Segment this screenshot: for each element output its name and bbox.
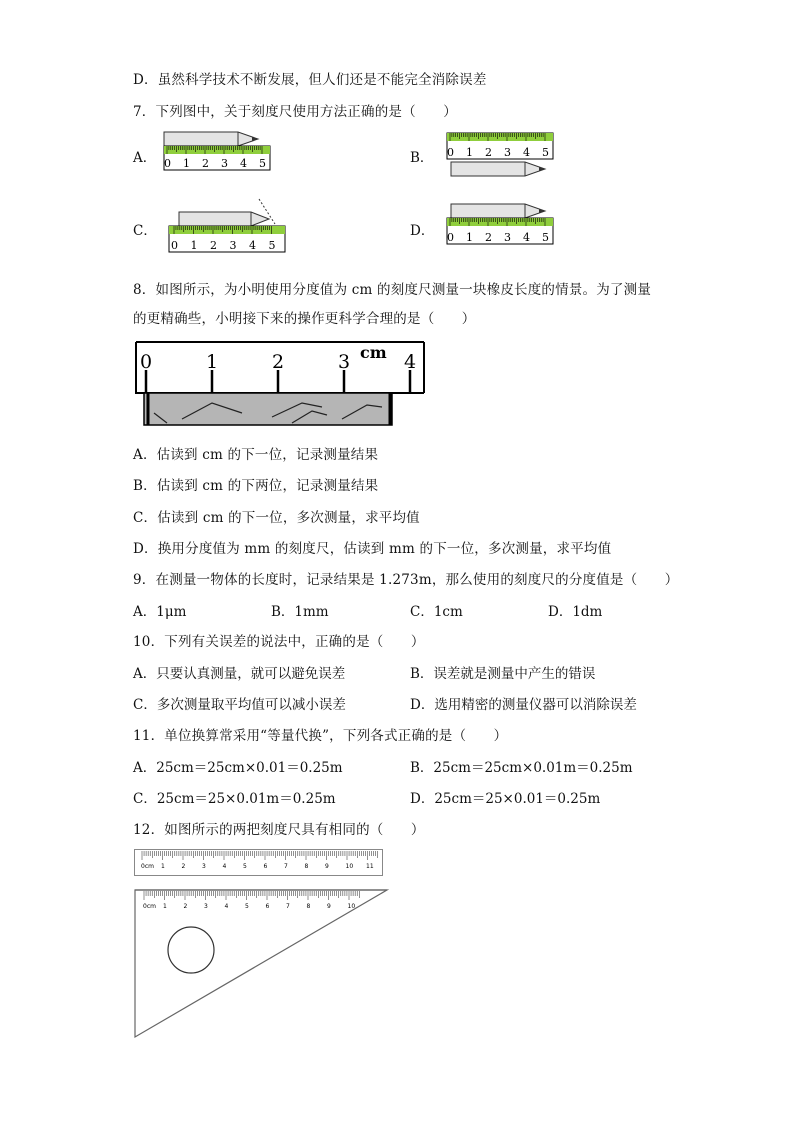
q11-option-d: D．25cm＝25×0.01＝0.25m bbox=[410, 791, 601, 807]
ruler-number: 1 bbox=[161, 863, 165, 870]
ruler-number: 0 bbox=[447, 146, 454, 159]
q6-option-d: D．虽然科学技术不断发展，但人们还是不能完全消除误差 bbox=[133, 72, 487, 88]
ruler-number: 9 bbox=[325, 863, 329, 870]
ruler-number: 4 bbox=[249, 239, 256, 252]
q7-figure-c bbox=[165, 196, 295, 256]
ruler-number: 3 bbox=[221, 157, 228, 170]
q12-stem: 12．如图所示的两把刻度尺具有相同的（ ） bbox=[133, 822, 425, 838]
q7-figure-d bbox=[445, 200, 565, 250]
ruler-number: 2 bbox=[485, 146, 492, 159]
q7-figure-a bbox=[160, 128, 280, 176]
ruler-number: 3 bbox=[204, 903, 208, 910]
ruler-number: 2 bbox=[272, 351, 285, 373]
q8-ruler-figure bbox=[132, 338, 432, 398]
ruler-number: 1 bbox=[183, 157, 190, 170]
ruler-number: 5 bbox=[542, 231, 549, 244]
ruler-number: 3 bbox=[504, 231, 511, 244]
ruler-number: 7 bbox=[286, 903, 290, 910]
q9-option-c: C．1cm bbox=[410, 604, 463, 620]
q8-option-c: C．估读到 cm 的下一位，多次测量，求平均值 bbox=[133, 510, 420, 526]
q7-stem: 7．下列图中，关于刻度尺使用方法正确的是（ ） bbox=[133, 104, 457, 120]
ruler-number: 4 bbox=[523, 231, 530, 244]
ruler-number: 0 bbox=[447, 231, 454, 244]
q8-option-b: B．估读到 cm 的下两位，记录测量结果 bbox=[133, 478, 379, 494]
ruler-number: 10 bbox=[347, 903, 356, 910]
q8-option-d: D．换用分度值为 mm 的刻度尺，估读到 mm 的下一位，多次测量，求平均值 bbox=[133, 541, 612, 557]
ruler-number: 3 bbox=[229, 239, 237, 252]
ruler-number: 5 bbox=[243, 863, 247, 870]
q12-triangle-ruler bbox=[134, 889, 394, 1039]
q8-stem-1: 8．如图所示，为小明使用分度值为 cm 的刻度尺测量一块橡皮长度的情景。为了测量 bbox=[133, 282, 652, 298]
ruler-number: 6 bbox=[265, 903, 270, 910]
q7-label-d: D． bbox=[410, 223, 435, 239]
q9-option-d: D．1dm bbox=[548, 604, 603, 620]
q8-option-a: A．估读到 cm 的下一位，记录测量结果 bbox=[133, 447, 379, 463]
q11-stem: 11．单位换算常采用“等量代换”，下列各式正确的是（ ） bbox=[133, 728, 508, 744]
ruler-number: 4 bbox=[404, 351, 417, 373]
ruler-number: 2 bbox=[210, 239, 217, 252]
triangle-hole bbox=[168, 927, 214, 973]
q8-stem-2: 的更精确些，小明接下来的操作更科学合理的是（ ） bbox=[133, 311, 476, 327]
q11-option-a: A．25cm＝25cm×0.01＝0.25m bbox=[133, 760, 343, 776]
q9-option-b: B．1mm bbox=[271, 604, 329, 620]
ruler-number: 1 bbox=[466, 231, 473, 244]
ruler-number: 4 bbox=[523, 146, 530, 159]
ruler-number: 4 bbox=[224, 903, 229, 910]
ruler-number: 5 bbox=[542, 146, 549, 159]
ruler-number: 2 bbox=[485, 231, 492, 244]
ruler-number: 0 bbox=[164, 157, 171, 170]
q10-option-c: C．多次测量取平均值可以减小误差 bbox=[133, 697, 346, 713]
ruler-number: 1 bbox=[190, 239, 198, 252]
ruler-number: 3 bbox=[202, 863, 206, 870]
ruler-number: 1 bbox=[163, 903, 167, 910]
q7-label-b: B． bbox=[410, 150, 434, 166]
ruler-number: 1 bbox=[206, 351, 219, 373]
q7-label-c: C． bbox=[133, 223, 157, 239]
q10-option-a: A．只要认真测量，就可以避免误差 bbox=[133, 666, 346, 682]
ruler-number: 0cm bbox=[143, 903, 156, 910]
q7-figure-b bbox=[445, 130, 565, 180]
ruler-number: 3 bbox=[338, 351, 351, 373]
q10-stem: 10．下列有关误差的说法中，正确的是（ ） bbox=[133, 634, 425, 650]
ruler-number: 11 bbox=[366, 863, 374, 870]
ruler-number: 5 bbox=[268, 239, 276, 252]
ruler-number: 9 bbox=[327, 903, 331, 910]
ruler-number: 0 bbox=[171, 239, 178, 252]
ruler-number: 2 bbox=[183, 903, 188, 910]
q9-stem: 9．在测量一物体的长度时，记录结果是 1.273m，那么使用的刻度尺的分度值是（ ） bbox=[133, 572, 679, 588]
ruler-number: 1 bbox=[466, 146, 473, 159]
ruler-number: 3 bbox=[504, 146, 511, 159]
q7-label-a: A． bbox=[133, 150, 157, 166]
q8-unit: cm bbox=[360, 343, 387, 362]
q11-option-c: C．25cm＝25×0.01m＝0.25m bbox=[133, 791, 336, 807]
q8-eraser bbox=[142, 393, 402, 427]
q11-option-b: B．25cm＝25cm×0.01m＝0.25m bbox=[410, 760, 633, 776]
ruler-number: 2 bbox=[202, 157, 209, 170]
ruler-number: 4 bbox=[240, 157, 247, 170]
ruler-number: 8 bbox=[306, 903, 311, 910]
ruler-number: 8 bbox=[304, 863, 309, 870]
ruler-number: 4 bbox=[222, 863, 227, 870]
ruler-number: 10 bbox=[345, 863, 354, 870]
ruler-number: 2 bbox=[181, 863, 186, 870]
ruler-number: 5 bbox=[245, 903, 249, 910]
q10-option-d: D．选用精密的测量仪器可以消除误差 bbox=[410, 697, 637, 713]
ruler-number: 5 bbox=[259, 157, 266, 170]
q12-straight-ruler bbox=[134, 849, 384, 879]
q10-option-b: B．误差就是测量中产生的错误 bbox=[410, 666, 596, 682]
ruler-number: 0 bbox=[140, 351, 153, 373]
ruler-number: 7 bbox=[284, 863, 288, 870]
ruler-number: 0cm bbox=[141, 863, 154, 870]
q9-option-a: A．1μm bbox=[133, 604, 187, 620]
ruler-number: 6 bbox=[263, 863, 268, 870]
